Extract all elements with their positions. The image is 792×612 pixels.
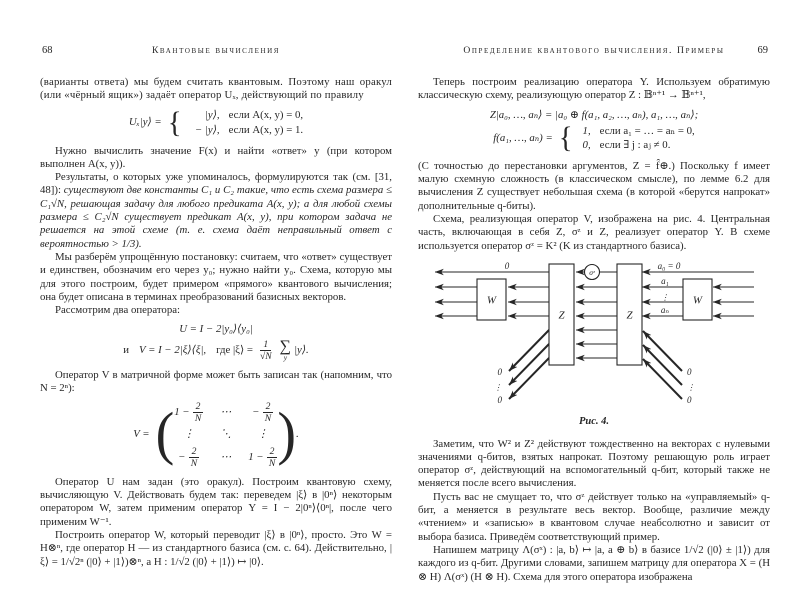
label-zero-top-left: 0: [504, 261, 509, 271]
label-zero-ancilla: 0: [497, 366, 502, 377]
page-right: [418, 44, 770, 612]
case-value: 1,: [582, 124, 591, 137]
paragraph-realize-y: Теперь построим реализацию оператора Y. Используем обратимую классическую схему, реализующую оператор Z : 𝔹ⁿ⁺¹ → 𝔹ⁿ⁺¹,: [418, 76, 770, 102]
theorem-intro: Результаты, о которых уже упоминалось, формулируются так (см. [31, 48]):: [40, 171, 392, 197]
word-and: и: [123, 343, 130, 356]
cases-brace: {: [167, 106, 182, 139]
paragraph-oracle-intro: (варианты ответа) мы будем считать квантовым. Поэтому наш оракул (или «чёрный ящик») задаёт оператор Uₓ, действующий по правилу: [40, 76, 392, 102]
paragraph-matrix-form: Оператор V в матричной форме может быть записан так (напомним, что N = 2ⁿ):: [40, 368, 392, 395]
paragraph-lambda-sigma-x: Напишем матрицу Λ(σˣ) : |a, b⟩ ↦ |a, a ⊕ b⟩ в базисе 1/√2 (|0⟩ ± |1⟩) для каждого из q-бит. Другими словами, запишем матрицу для оператора X = (H ⊗ H) Λ(σˣ) (H ⊗ H). Схема для этого оператора изображена: [418, 543, 770, 583]
case-value: |y⟩,: [204, 109, 220, 122]
theorem-statement: существуют две константы C₁ и C₂ такие, что есть схема размера ≤ C₁√N, решающая задачу для любого предиката A(x, y); а для любой схемы размера ≤ C₂√N существует предикат A(x, y), при котором задача не решается на этой схеме (т. е. схема даёт неправильный ответ с вероятностью > 1/3).: [40, 184, 392, 250]
case-condition: если A(x, y) = 0,: [228, 109, 304, 122]
label-zero-ancilla: 0: [686, 394, 691, 405]
label-an: aₙ: [660, 304, 669, 315]
label-a0-equals-0: a₀ = 0: [657, 261, 680, 271]
page-left: [40, 44, 392, 612]
paragraph-w2-z2-identity: Заметим, что W² и Z² действуют тождественно на векторах с нулевыми значениями q-битов, взятых напрокат. Поэтому решающую роль играет оператор σᶻ, действующий на вспомогательный q-бит, который также не меняется после всего вычисления.: [418, 437, 770, 490]
fraction-denominator: √N: [259, 350, 272, 362]
figure-caption: Рис. 4.: [578, 416, 610, 428]
w-gate-label: W: [486, 294, 496, 307]
running-head-right: Определение квантового вычисления. Примеры: [463, 45, 725, 56]
summation-over-y: [280, 339, 291, 362]
formula-f-lhs: f(a₁, …, aₙ) =: [493, 131, 553, 144]
label-vdots: ⋮: [686, 382, 695, 392]
formula-ux-lhs: Uₓ|y⟩ =: [128, 116, 162, 129]
z-gate-label: Z: [557, 309, 565, 322]
label-a1: a₁: [660, 275, 669, 286]
formula-u-line: U = I − 2|y₀⟩⟨y₀|: [179, 323, 253, 336]
cases-f: [577, 125, 695, 153]
w-gate-label: W: [692, 294, 702, 307]
matrix-lhs: V =: [133, 428, 150, 441]
formula-u-v-operators: [40, 323, 392, 361]
page-number-right: 69: [757, 45, 768, 56]
paragraph-results-theorem: [40, 171, 392, 251]
matrix-cell: ⋯: [220, 450, 232, 463]
matrix-grid: [174, 401, 277, 468]
paragraph-two-operators: Рассмотрим два оператора:: [55, 304, 181, 317]
paragraph-permutation-note: (С точностью до перестановки аргументов, Z = f̂⊕.) Поскольку f имеет малую схемную сложность (в классическом смысле), по лемме 6.2 для вычисления Z существует небольшая схема (в которой «берутся напрокат» дополнительные q-биты).: [418, 159, 770, 212]
sigma-z-gate-label: σᶻ: [588, 267, 595, 277]
label-vdots: ⋮: [493, 382, 502, 392]
case-value: − |y⟩,: [194, 123, 220, 136]
formula-uv-tail: |y⟩.: [294, 343, 309, 356]
formula-where: где |ξ⟩ =: [216, 343, 253, 356]
case-value: 0,: [582, 138, 591, 151]
running-head-left: Квантовые вычисления: [151, 45, 281, 56]
paragraph-simplified-setting: Мы разберём упрощённую постановку: считаем, что «ответ» существует и единствен, обозначим его через y₀; нужно найти y₀. Схема, которую мы для этого построим, будет примером «прямого» квантового вычисления; она будет описана в терминах преобразований базисных векторов.: [40, 250, 392, 303]
matrix-period: .: [296, 428, 299, 441]
page-header-left: [40, 44, 392, 57]
matrix-left-paren: (: [155, 401, 175, 467]
matrix-cell: ⋱: [220, 428, 232, 441]
quantum-circuit-diagram: [422, 262, 767, 410]
paragraph-scheme-fig4: Схема, реализующая оператор V, изображена на рис. 4. Центральная часть, включающая в себя Z, σᶻ и Z, реализует оператор Y. В схеме используется оператор σᶻ = K² (K из стандартного базиса).: [418, 213, 770, 252]
formula-oracle-ux: [40, 106, 392, 139]
formula-z-line1: Z|a₀, …, aₙ⟩ = |a₀ ⊕ f(a₁, a₂, …, aₙ), a₁, …, aₙ⟩;: [489, 108, 699, 121]
formula-z-operator: [418, 109, 770, 153]
fraction-one-over-sqrtN: [259, 339, 273, 362]
paragraph-read-write-bases: Пусть вас не смущает то, что σᶻ действует только на «управляемый» q-бит, а меняется в результате весь вектор. Вообще, различие между «чтением» и «записью» в квантовом случае неабсолютно и зависит от выбора базиса. Приведём соответствующий пример.: [418, 490, 770, 543]
matrix-cell: 1 − $\frac{2}{N}$: [248, 446, 277, 469]
figure-4-circuit: [418, 262, 770, 429]
case-row: [577, 139, 695, 152]
gate-boxes: [477, 261, 712, 365]
case-condition: если ∃ j : aⱼ ≠ 0.: [599, 138, 671, 151]
cases-ux: [186, 109, 304, 137]
z-gate-label: Z: [625, 309, 633, 322]
label-zero-ancilla: 0: [686, 366, 691, 377]
matrix-cell: − $\frac{2}{N}$: [178, 446, 199, 469]
case-condition: если a₁ = … = aₙ = 0,: [599, 124, 695, 137]
paragraph-oracle-given: Оператор U нам задан (это оракул). Построим квантовую схему, вычисляющую V. Действовать будем так: переведем |ξ⟩ в |0ⁿ⟩ некоторым оператором W, затем применим оператор Y = I − 2|0ⁿ⟩⟨0ⁿ|, после чего применим W⁻¹.: [40, 475, 392, 528]
matrix-right-paren: ): [277, 401, 297, 467]
label-zero-ancilla: 0: [497, 394, 502, 405]
case-row: [577, 125, 695, 138]
page-number-left: 68: [42, 45, 53, 56]
fraction-numerator: 1: [260, 339, 271, 351]
case-condition: если A(x, y) = 1.: [228, 123, 304, 136]
matrix-cell: ⋮: [257, 428, 269, 441]
paragraph-need-compute: Нужно вычислить значение F(x) и найти «ответ» y (при котором выполнен A(x, y)).: [40, 144, 392, 170]
matrix-cell: 1 − $\frac{2}{N}$: [174, 401, 203, 424]
case-row: [186, 109, 304, 122]
formula-v-part: V = I − 2|ξ⟩⟨ξ|,: [139, 343, 207, 356]
ancilla-diagonal-wires: [509, 330, 682, 399]
paragraph-build-w: Построить оператор W, который переводит |ξ⟩ в |0ⁿ⟩, просто. Это W = H⊗ⁿ, где оператор H — из стандартного базиса (см. с. 64). Действительно, |ξ⟩ = 1/√2ⁿ (|0⟩ + |1⟩)⊗ⁿ, а H : 1/√2 (|0⟩ + |1⟩) ↦ |0⟩.: [40, 529, 392, 568]
matrix-cell: − $\frac{2}{N}$: [252, 401, 273, 424]
sum-index: y: [283, 353, 288, 363]
label-vdots: ⋮: [660, 292, 669, 302]
page-header-right: [418, 44, 770, 57]
case-row: [186, 124, 304, 137]
cases-brace: {: [558, 121, 573, 155]
sigma-symbol: ∑: [279, 338, 292, 356]
matrix-cell: ⋯: [220, 406, 232, 419]
matrix-cell: ⋮: [183, 428, 195, 441]
formula-v-matrix: [40, 401, 392, 468]
